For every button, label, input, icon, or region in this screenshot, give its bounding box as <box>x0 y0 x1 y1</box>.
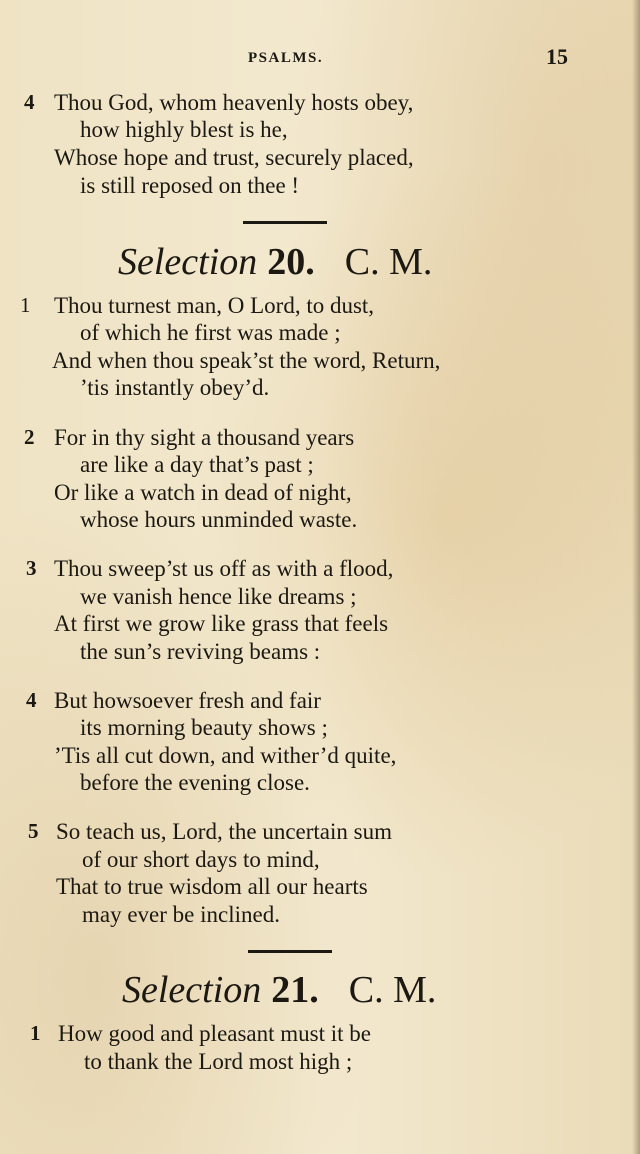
selection-heading <box>118 240 432 284</box>
verse-line: That to true wisdom all our hearts <box>56 874 368 899</box>
verse-line: we vanish hence like dreams ; <box>80 584 357 609</box>
verse-number: 4 <box>24 90 35 114</box>
selection-number: 20. <box>267 241 315 283</box>
verse-line: For in thy sight a thousand years <box>54 425 355 450</box>
verse-line: before the evening close. <box>80 770 310 795</box>
verse-line: the sun’s reviving beams : <box>80 639 321 664</box>
verse-number: 3 <box>26 556 37 580</box>
verse-line: And when thou speak’st the word, Return, <box>52 348 441 373</box>
verse-line: At first we grow like grass that feels <box>54 611 389 636</box>
verse-line: ’tis instantly obey’d. <box>80 375 270 400</box>
verse-line: Thou God, whom heavenly hosts obey, <box>54 90 414 115</box>
page-number: 15 <box>546 44 568 69</box>
verse-line: to thank the Lord most high ; <box>84 1049 353 1074</box>
verse-number: 1 <box>20 293 31 317</box>
verse-line: how highly blest is he, <box>80 117 288 142</box>
verse-line: Whose hope and trust, securely placed, <box>54 145 414 170</box>
verse-line: How good and pleasant must it be <box>58 1021 372 1046</box>
verse-line: whose hours unminded waste. <box>80 507 358 532</box>
verse-number: 5 <box>28 819 39 843</box>
verse-line: So teach us, Lord, the uncertain sum <box>56 819 392 844</box>
verse-line: But howsoever fresh and fair <box>54 688 321 713</box>
running-head: PSALMS. <box>248 50 324 66</box>
verse-number: 4 <box>26 688 37 712</box>
selection-word: Selection <box>122 969 262 1011</box>
verse-line: is still reposed on thee ! <box>80 173 300 198</box>
verse-line: of which he first was made ; <box>80 320 341 345</box>
verse-line: Or like a watch in dead of night, <box>54 480 352 505</box>
verse-line: of our short days to mind, <box>82 847 320 872</box>
selection-word: Selection <box>118 241 258 283</box>
selection-meter: C. M. <box>348 969 437 1011</box>
verse-line: Thou sweep’st us off as with a flood, <box>54 556 394 581</box>
verse-number: 1 <box>30 1021 41 1045</box>
selection-heading <box>122 968 436 1012</box>
verse-line: its morning beauty shows ; <box>80 715 328 740</box>
page-edge-shadow <box>632 0 640 1154</box>
selection-meter: C. M. <box>344 241 433 283</box>
section-divider <box>243 221 327 224</box>
verse-line: Thou turnest man, O Lord, to dust, <box>54 293 375 318</box>
verse-line: may ever be inclined. <box>82 902 280 927</box>
verse-number: 2 <box>24 425 35 449</box>
verse-line: ’Tis all cut down, and wither’d quite, <box>54 743 397 768</box>
section-divider <box>248 950 332 953</box>
verse-line: are like a day that’s past ; <box>80 452 314 477</box>
selection-number: 21. <box>271 969 319 1011</box>
